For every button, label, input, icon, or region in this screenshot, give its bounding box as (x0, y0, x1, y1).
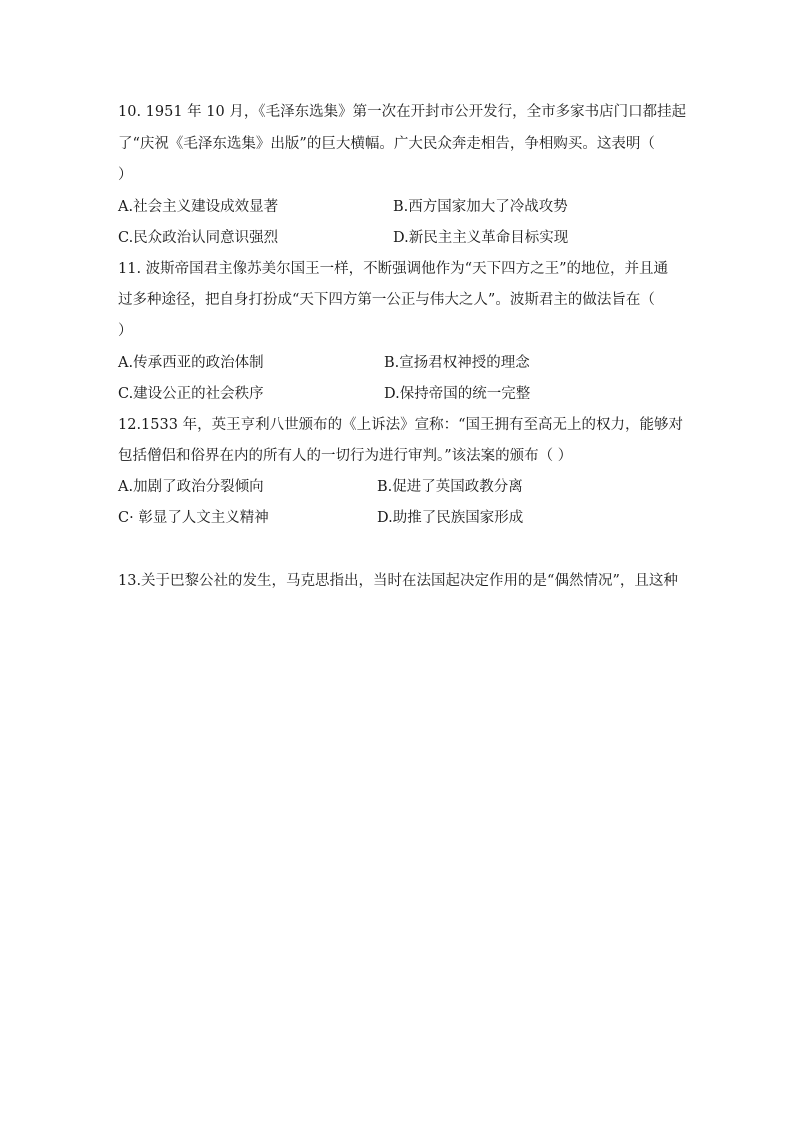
question-text-line: 了“庆祝《毛泽东选集》出版”的巨大横幅。广大民众奔走相告，争相购买。这表明（ (118, 136, 655, 152)
option-b[interactable]: B.宣扬君权神授的理念 (384, 355, 530, 371)
option-c[interactable]: C· 彰显了人文主义精神 (118, 510, 269, 526)
question-text-line: 过多种途径，把自身打扮成“天下四方第一公正与伟大之人”。波斯君主的做法旨在（ (118, 292, 655, 308)
option-c[interactable]: C.建设公正的社会秩序 (118, 386, 264, 402)
question-text-line: 10. 1951 年 10 月，《毛泽东选集》第一次在开封市公开发行，全市多家书店门口都挂起 (118, 104, 687, 120)
option-d[interactable]: D.保持帝国的统一完整 (384, 386, 531, 402)
option-c[interactable]: C.民众政治认同意识强烈 (118, 230, 279, 246)
option-b[interactable]: B.促进了英国政教分离 (377, 479, 523, 495)
question-text-line: 包括僧侣和俗界在内的所有人的一切行为进行审判。”该法案的颁布（ ） (118, 448, 573, 464)
option-a[interactable]: A.加剧了政治分裂倾向 (118, 479, 264, 495)
question-text-line: ） (118, 167, 133, 183)
question-text-line: ） (118, 323, 133, 339)
question-text-line: 12.1533 年，英王亨利八世颁布的《上诉法》宣称：“国王拥有至高无上的权力，能够对 (118, 417, 683, 433)
option-d[interactable]: D.助推了民族国家形成 (377, 510, 524, 526)
question-text-line: 11. 波斯帝国君主像苏美尔国王一样，不断强调他作为“天下四方之王”的地位，并且通 (118, 261, 668, 277)
option-a[interactable]: A.传承西亚的政治体制 (118, 355, 264, 371)
question-text-line: 13.关于巴黎公社的发生，马克思指出，当时在法国起决定作用的是“偶然情况”，且这种 (118, 573, 678, 589)
option-a[interactable]: A.社会主义建设成效显著 (118, 199, 279, 215)
option-d[interactable]: D.新民主主义革命目标实现 (393, 230, 569, 246)
option-b[interactable]: B.西方国家加大了冷战攻势 (393, 199, 568, 215)
